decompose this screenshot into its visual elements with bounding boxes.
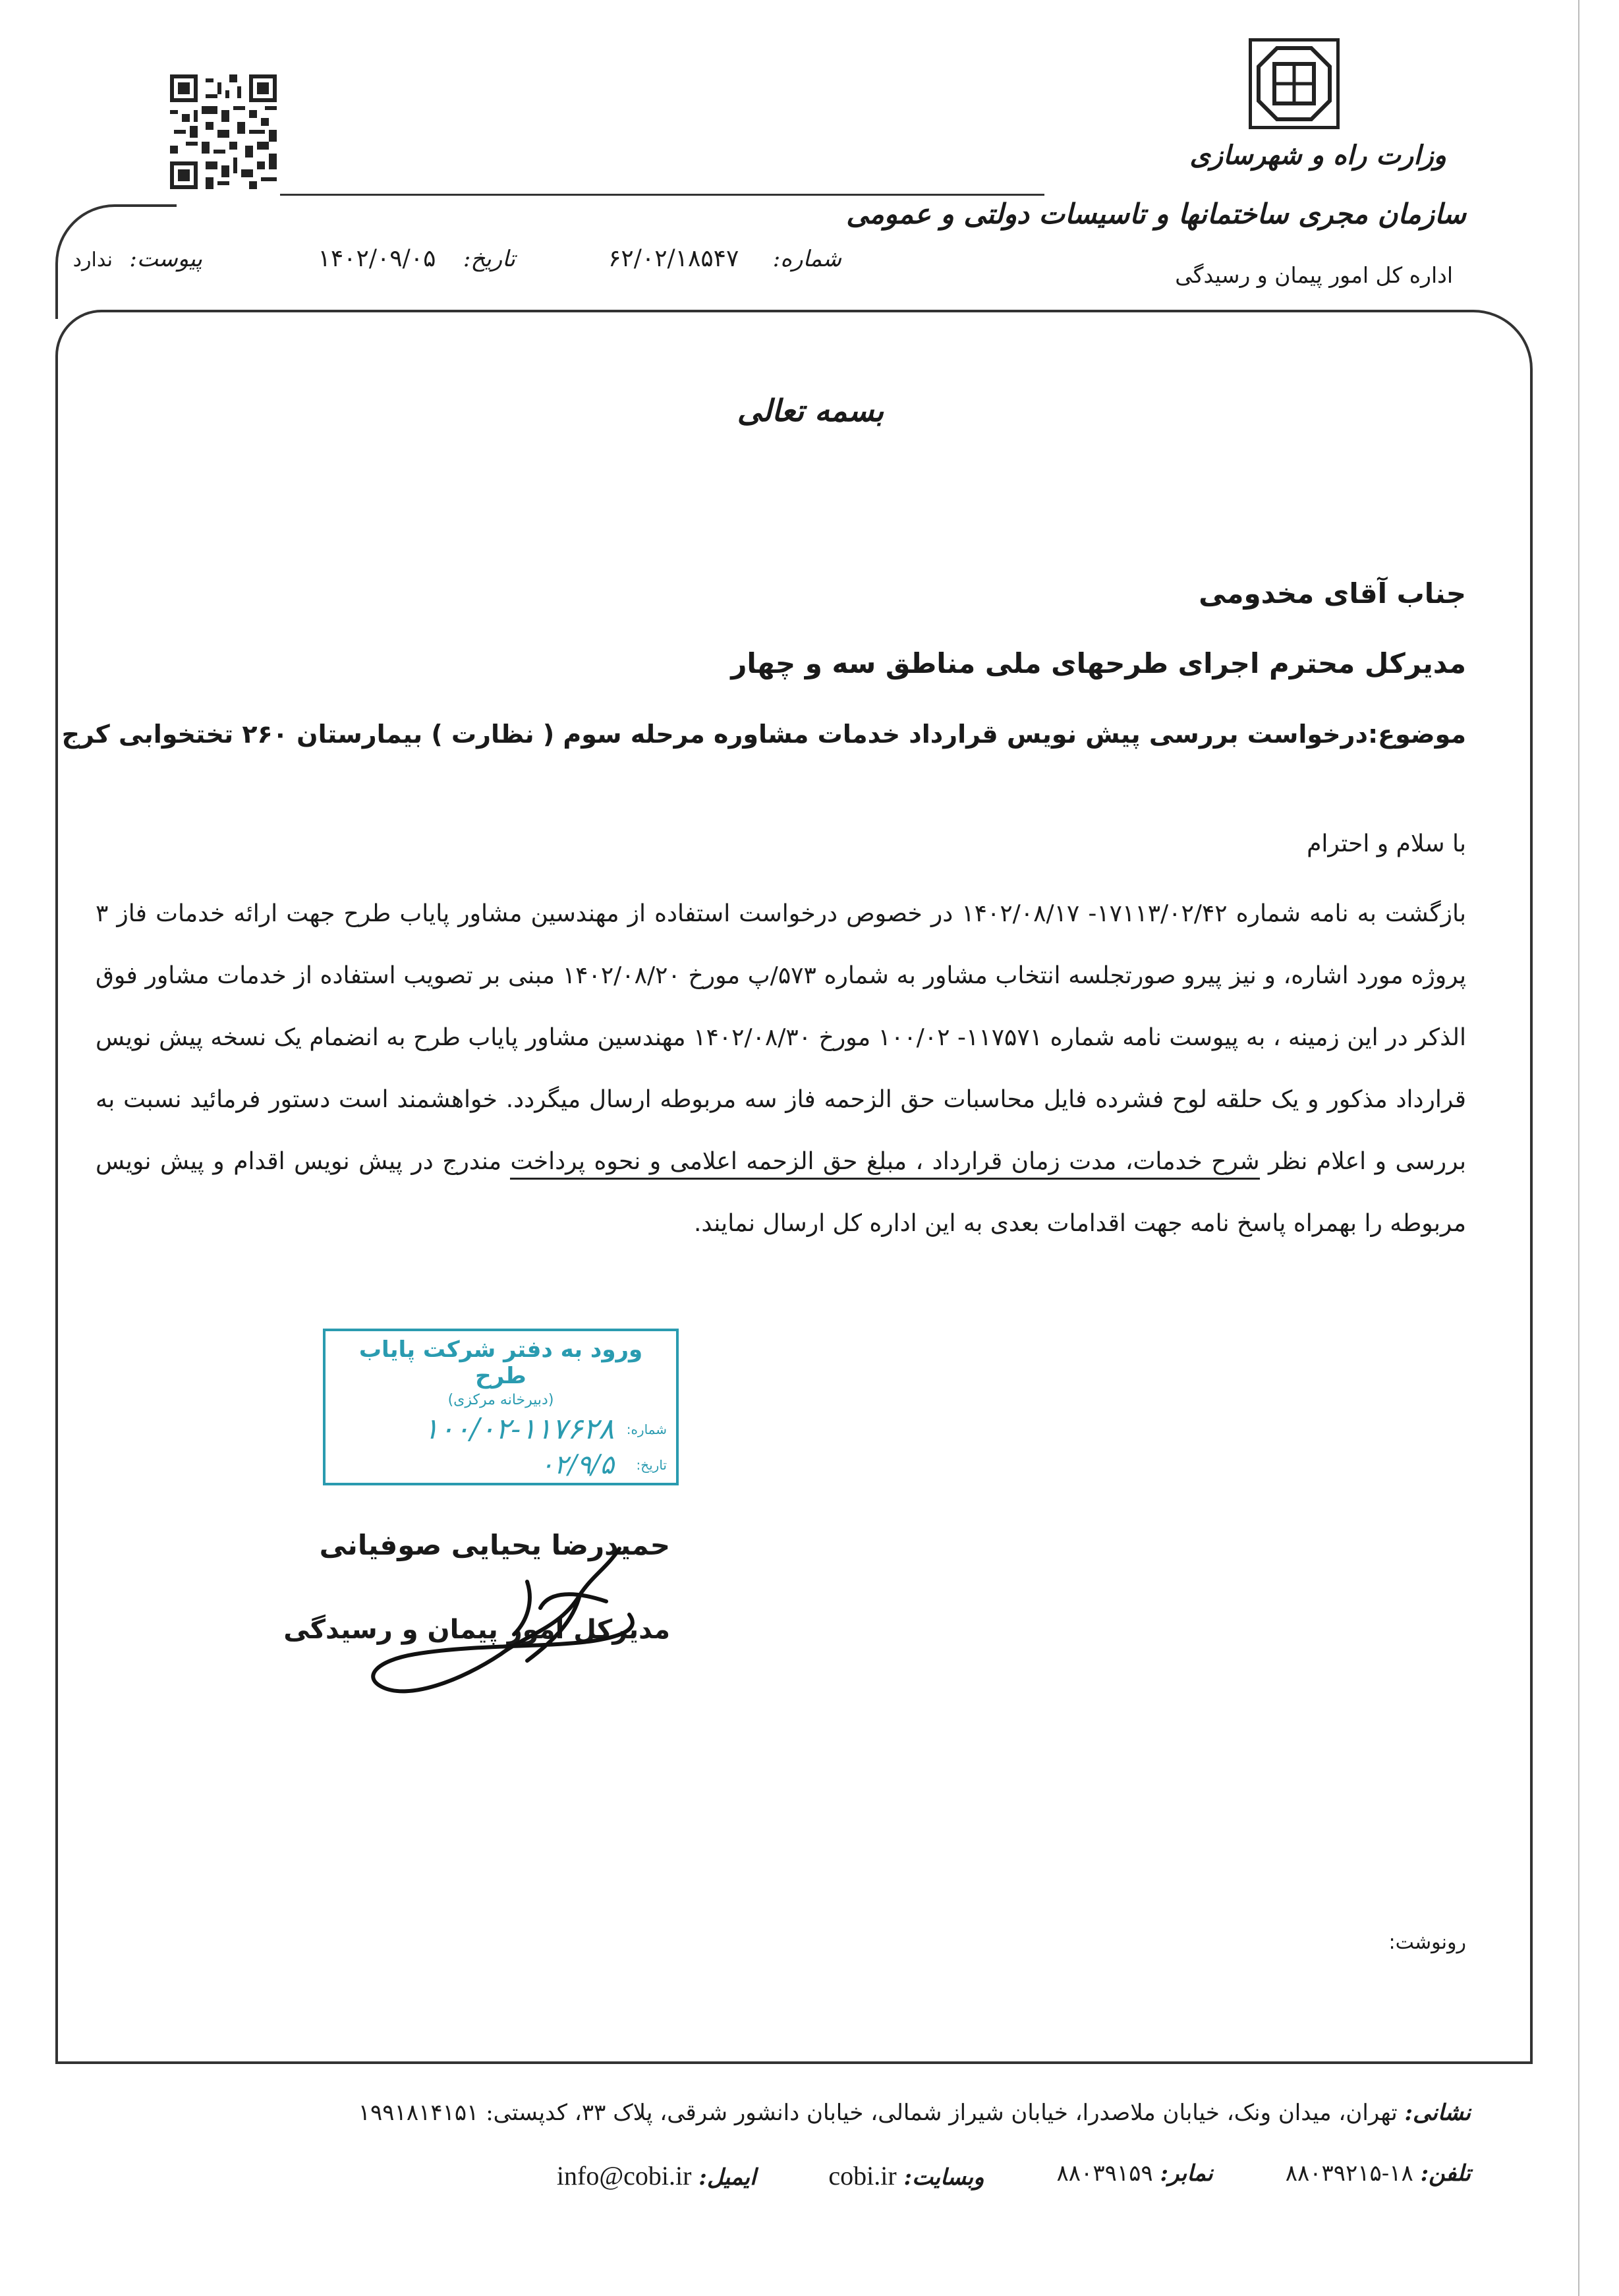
- organization-name: سازمان مجری ساختمانها و تاسیسات دولتی و عمومی: [846, 198, 1466, 230]
- stamp-number-label: شماره:: [626, 1421, 667, 1437]
- website-group: [828, 2160, 984, 2191]
- header-divider: [280, 194, 1044, 196]
- footer-address: [358, 2100, 1471, 2126]
- stamp-date: ۰۲/۹/۵: [540, 1450, 614, 1480]
- addressee-name: جناب آقای مخدومی: [1199, 577, 1466, 610]
- letter-number: [608, 245, 841, 272]
- frame-corner: [55, 204, 177, 319]
- date-value: ۱۴۰۲/۰۹/۰۵: [318, 245, 436, 272]
- signer-name: حمیدرضا یحیایی صوفیانی: [319, 1529, 670, 1561]
- ministry-name: وزارت راه و شهرسازی: [1189, 140, 1446, 171]
- body-text-2: مندرج در پیش نویس اقدام و پیش نویس مربوطه را بهمراه پاسخ نامه جهت اقدامات بعدی به این اداره کل ارسال نمایند.: [96, 1148, 1466, 1237]
- greeting: با سلام و احترام: [1307, 830, 1466, 857]
- website-link[interactable]: cobi.ir: [828, 2161, 897, 2191]
- phone-group: [1286, 2160, 1471, 2191]
- body-text-1: بازگشت به نامه شماره ۱۷۱۱۳/۰۲/۴۲- ۱۴۰۲/۰۸/۱۷ در خصوص درخواست استفاده از مهندسین مشاور پایاب طرح جهت ارائه خدمات فاز ۳ پروژه مورد اشاره، و نیز پیرو صورتجلسه انتخاب مشاور به شماره ۵۷۳/پ مورخ ۱۴۰۲/۰۸/۲۰ مبنی بر تصویب استفاده از خدمات مشاور فوق الذکر در این زمینه ، به پیوست نامه شماره ۱۱۷۵۷۱- ۱۰۰/۰۲ مورخ ۱۴۰۲/۰۸/۳۰ مهندسین مشاور پایاب طرح به انضمام یک نسخه پیش نویس قرارداد مذکور و یک حلقه لوح فشرده فایل محاسبات حق الزحمه فاز سه مربوطه ارسال میگردد. خواهشمند است دستور فرمائید نسبت به بررسی و اعلام نظر: [96, 900, 1467, 1175]
- ministry-logo: [1249, 38, 1340, 129]
- cc-label: رونوشت:: [1388, 1931, 1466, 1954]
- fax-label: نمابر:: [1160, 2160, 1213, 2187]
- number-value: ۶۲/۰۲/۱۸۵۴۷: [608, 245, 739, 272]
- email-link[interactable]: info@cobi.ir: [556, 2161, 692, 2191]
- address-text: تهران، میدان ونک، خیابان ملاصدرا، خیابان شیراز شمالی، خیابان دانشور شرقی، پلاک ۳۳، کدپستی: ۱۹۹۱۸۱۴۱۵۱: [358, 2100, 1398, 2126]
- email-label: ایمیل:: [698, 2164, 756, 2191]
- phone-label: تلفن:: [1420, 2160, 1471, 2187]
- stamp-title: ورود به دفتر شرکت پایاب طرح: [358, 1336, 643, 1389]
- fax-value: ۸۸۰۳۹۱۵۹: [1056, 2160, 1153, 2187]
- date-label: تاریخ:: [463, 246, 515, 272]
- stamp-number: ۱۰۰/۰۲-۱۱۷۶۲۸: [423, 1412, 614, 1446]
- website-label: وبسایت:: [903, 2164, 984, 2191]
- attachment-value: ندارد: [72, 248, 113, 272]
- bismillah: بسمه تعالی: [737, 393, 884, 428]
- stamp-date-label: تاریخ:: [636, 1457, 667, 1473]
- email-group: [557, 2160, 756, 2191]
- fax-group: [1057, 2160, 1213, 2191]
- scan-edge: [1578, 0, 1579, 2296]
- attachment-label: پیوست:: [129, 246, 202, 272]
- footer-contacts: [557, 2160, 1471, 2191]
- addressee-title: مدیرکل محترم اجرای طرحهای ملی مناطق سه و چهار: [731, 647, 1466, 679]
- address-label: نشانی:: [1404, 2100, 1471, 2126]
- phone-value: ۱۸-۸۸۰۳۹۲۱۵: [1285, 2160, 1413, 2187]
- letter-body: [96, 883, 1466, 1255]
- underlined-text: شرح خدمات، مدت زمان قرارداد ، مبلغ حق الزحمه اعلامی و نحوه پرداخت: [510, 1148, 1259, 1180]
- number-label: شماره:: [772, 246, 841, 272]
- signer-title: مدیرکل امور پیمان و رسیدگی: [283, 1615, 670, 1645]
- department-name: اداره کل امور پیمان و رسیدگی: [1175, 262, 1453, 288]
- qr-code: [170, 74, 277, 190]
- handwritten-signature: [329, 1529, 672, 1727]
- letter-date: [318, 245, 515, 272]
- stamp-subtitle: (دبیرخانه مرکزی): [447, 1392, 554, 1408]
- subject-line: موضوع:درخواست بررسی پیش نویس قرارداد خدمات مشاوره مرحله سوم ( نظارت ) بیمارستان ۲۶۰ تختخوابی کرج: [61, 720, 1466, 749]
- incoming-stamp: [323, 1329, 679, 1485]
